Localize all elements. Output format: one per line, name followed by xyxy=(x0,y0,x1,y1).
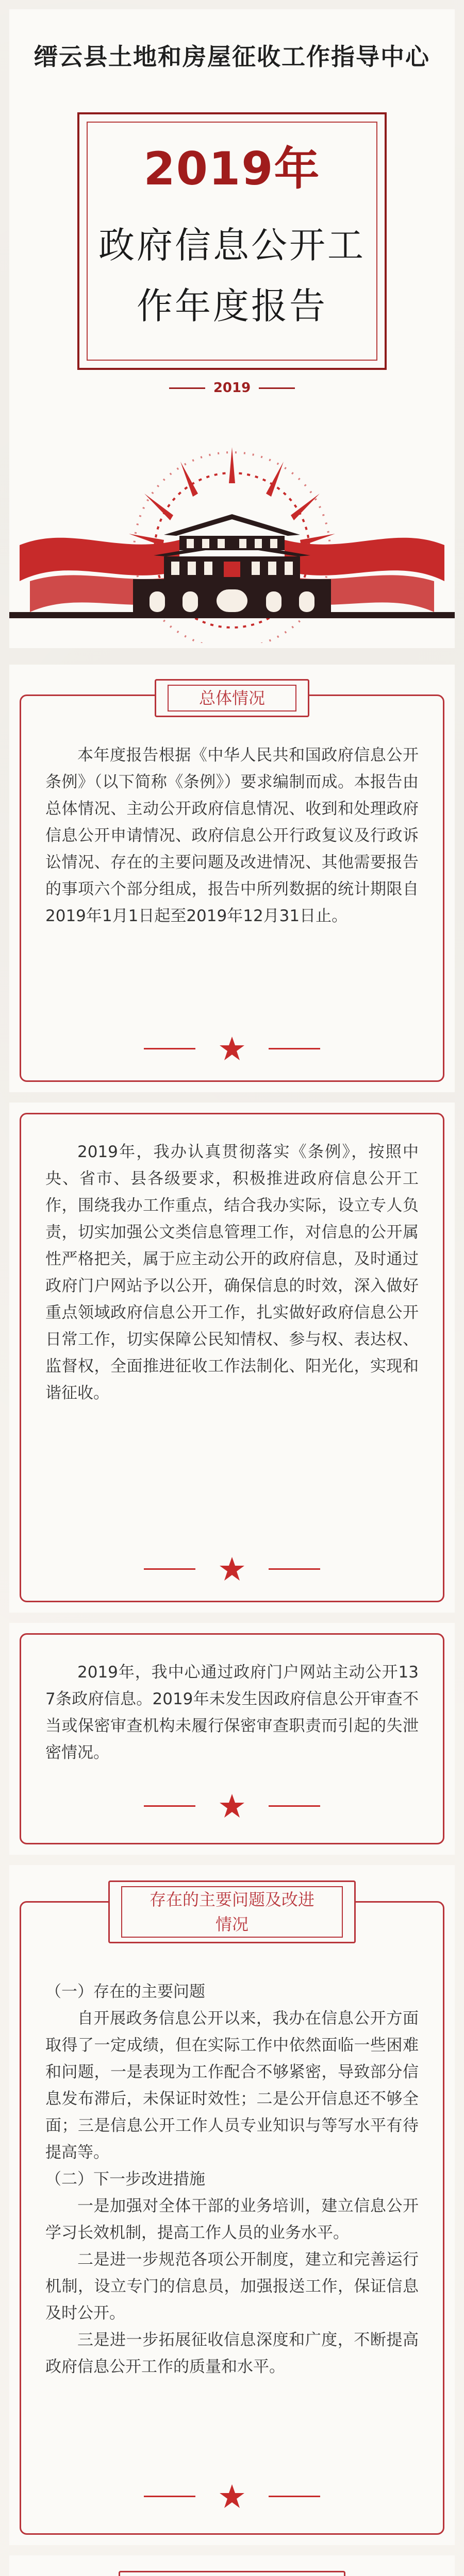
report-title-line2: 作年度报告 xyxy=(137,285,327,327)
section-problems xyxy=(9,1865,455,2545)
star-icon xyxy=(219,1556,245,1582)
section-problems-tag: 存在的主要问题及改进 情况 xyxy=(108,1880,356,1943)
section-overview xyxy=(9,665,455,1092)
tiananmen-illustration xyxy=(9,416,455,643)
section-active xyxy=(9,1623,455,1855)
star-divider xyxy=(9,2483,455,2509)
star-icon xyxy=(219,1036,245,1061)
section-active-body: 2019年，我中心通过政府门户网站主动公开137条政府信息。2019年未发生因政府信息公开审查不当或保密审查机构未履行保密审查职责而引起的失泄密情况。 xyxy=(45,1663,419,1762)
star-icon xyxy=(219,2483,245,2509)
section-overview-tag: 总体情况 xyxy=(155,679,309,717)
report-cover xyxy=(9,9,455,648)
star-divider xyxy=(9,1036,455,1061)
section-work-body: 2019年，我办认真贯彻落实《条例》，按照中央、省市、县各级要求，积极推进政府信息公开工作，围绕我办工作重点，结合我办实际，设立专人负责，切实加强公文类信息管理工作，对信息的公开属性严格把关，属于应主动公开的政府信息，及时通过政府门户网站予以公开，确保信息的时效，深入做好重点领域政府信息公开工作，扎实做好政府信息公开日常工作，切实保障公民知情权、参与权、表达权、监督权，全面推进征收工作法制化、阳光化，实现和谐征收。 xyxy=(45,1143,419,1402)
section-other-tag xyxy=(119,2571,345,2576)
section-problems-body: （一）存在的主要问题 自开展政务信息公开以来，我办在信息公开方面取得了一定成绩，但在实际工作中依然面临一些困难和问题，一是表现为工作配合不够紧密，导致部分信息发布滞后，未保证时效性；二是公开信息还不够全面；三是信息公开工作人员专业知识与等写水平有待提高等。 （二）下一步改进措施 一是加强对全体干部的业务培训，建立信息公开学习长效机制，提高工作人员的业务水平。 二是进一步规范各项公开制度，建立和完善运行机制，设立专门的信息员，加强报送工作，保证信息及时公开。 三是进一步拓展征收信息深度和广度，不断提高政府信息公开工作的质量和水平。 xyxy=(45,1982,419,2376)
org-title: 缙云县土地和房屋征收工作指导中心 xyxy=(34,43,430,71)
section-overview-body: 本年度报告根据《中华人民共和国政府信息公开条例》（以下简称《条例》）要求编制而成。本报告由总体情况、主动公开政府信息情况、收到和处理政府信息公开申请情况、政府信息公开行政复议及行政诉讼情况、存在的主要问题及改进情况、其他需要报告的事项六个部分组成，报告中所列数据的统计期限自2019年1月1日起至2019年12月31日止。 xyxy=(45,746,419,925)
star-icon xyxy=(219,1793,245,1819)
section-work xyxy=(9,1103,455,1613)
report-year: 2019年 xyxy=(143,142,321,195)
year-tag: 2019 xyxy=(9,380,455,396)
star-divider xyxy=(9,1793,455,1819)
star-divider xyxy=(9,1556,455,1582)
section-other xyxy=(9,2555,455,2576)
report-title-line1: 政府信息公开工 xyxy=(98,224,366,266)
